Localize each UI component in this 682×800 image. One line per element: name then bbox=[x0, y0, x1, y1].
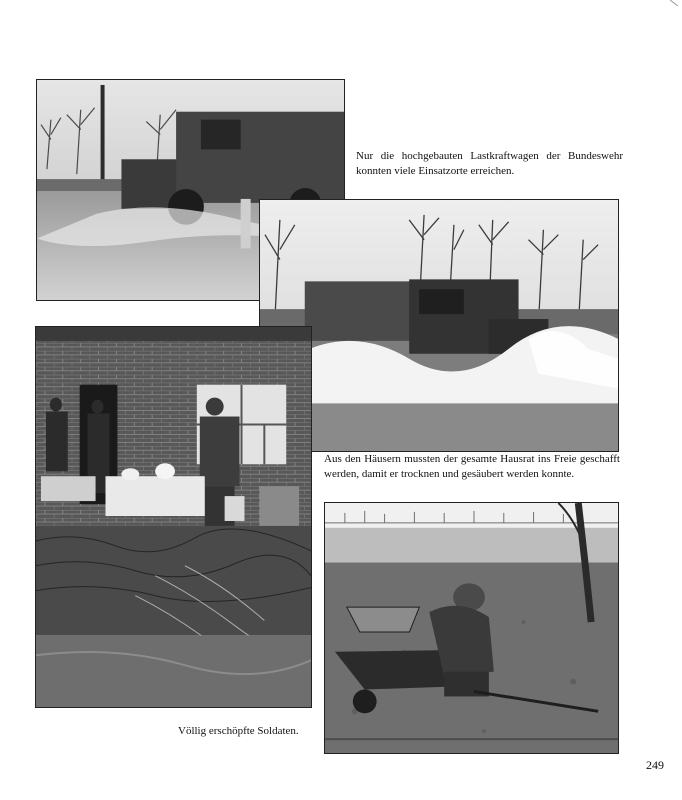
caption-soldiers: Völlig erschöpfte Soldaten. bbox=[178, 725, 299, 737]
photo-truck-flood-2 bbox=[259, 199, 619, 452]
caption-furniture: Aus den Häusern mussten der gesamte Hausrat ins Freie geschafft werden, damit er trocknen und gesäubert werden konnte. bbox=[324, 453, 620, 480]
corner-mark bbox=[670, 0, 678, 6]
truck-flood-image-2 bbox=[260, 200, 618, 451]
exhausted-soldiers-image bbox=[325, 503, 618, 753]
photo-soldiers-house bbox=[35, 326, 312, 708]
page-number: 249 bbox=[646, 758, 664, 772]
caption-trucks: Nur die hochgebauten Lastkraftwagen der Bundeswehr konnten viele Einsatzorte erreichen. bbox=[356, 150, 623, 177]
photo-exhausted-soldiers bbox=[324, 502, 619, 754]
soldiers-house-image bbox=[36, 327, 311, 707]
